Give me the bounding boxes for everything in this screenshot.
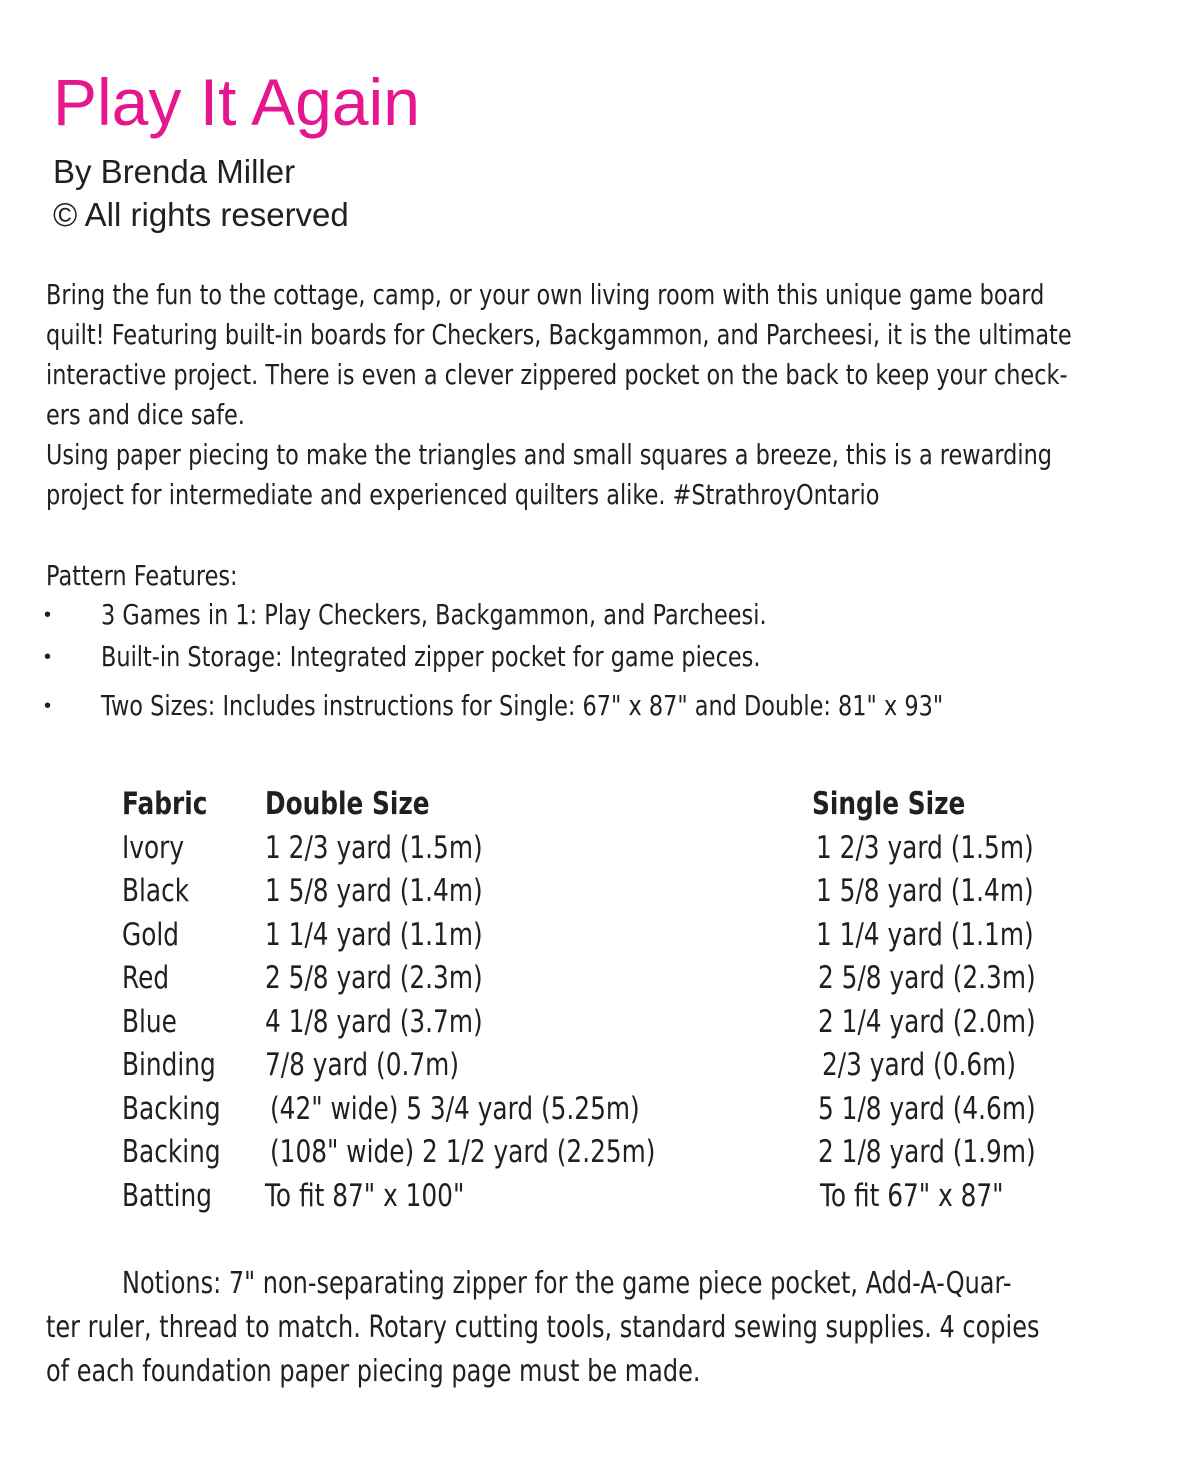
fabric-name: Batting <box>122 1178 213 1214</box>
feature-item: Two Sizes: Includes instructions for Single: 67" x 87" and Double: 81" x 93" <box>101 689 944 722</box>
fabric-name: Backing <box>122 1091 221 1127</box>
intro-line: quilt! Featuring built-in boards for Checkers, Backgammon, and Parcheesi, it is the ultimate <box>46 318 1072 351</box>
notions-line: of each foundation paper piecing page must be made. <box>46 1354 701 1389</box>
single-amount: 1 2/3 yard (1.5m) <box>816 830 1034 866</box>
single-amount: 2/3 yard (0.6m) <box>822 1047 1017 1083</box>
intro-line: project for intermediate and experienced quilters alike. #StrathroyOntario <box>46 478 880 511</box>
fabric-name: Red <box>122 960 170 996</box>
notions-line: ter ruler, thread to match. Rotary cutting tools, standard sewing supplies. 4 copies <box>46 1310 1040 1345</box>
bullet-icon: • <box>44 604 52 626</box>
double-amount: 2 5/8 yard (2.3m) <box>265 960 483 996</box>
fabric-name: Black <box>122 873 190 909</box>
author-line: By Brenda Miller <box>53 153 296 190</box>
single-amount: 2 1/8 yard (1.9m) <box>818 1134 1036 1170</box>
intro-line: ers and dice safe. <box>46 398 245 431</box>
double-amount: 1 5/8 yard (1.4m) <box>265 873 483 909</box>
single-amount: 1 1/4 yard (1.1m) <box>816 917 1034 953</box>
fabric-name: Ivory <box>122 830 185 866</box>
intro-line: interactive project. There is even a clever zippered pocket on the back to keep your check- <box>46 358 1068 391</box>
fabric-column-header: Fabric <box>122 786 208 822</box>
double-amount: 1 1/4 yard (1.1m) <box>265 917 483 953</box>
bullet-icon: • <box>44 646 52 668</box>
fabric-name: Binding <box>122 1047 216 1083</box>
fabric-name: Gold <box>122 917 180 953</box>
double-amount: (108" wide) 2 1/2 yard (2.25m) <box>270 1134 656 1170</box>
double-amount: To fit 87" x 100" <box>265 1178 465 1214</box>
double-size-column-header: Double Size <box>265 786 430 822</box>
double-amount: (42" wide) 5 3/4 yard (5.25m) <box>270 1091 640 1127</box>
double-amount: 7/8 yard (0.7m) <box>265 1047 460 1083</box>
page-title: Play It Again <box>53 65 420 139</box>
fabric-name: Blue <box>122 1004 177 1040</box>
copyright-line: © All rights reserved <box>53 196 349 233</box>
single-amount: 1 5/8 yard (1.4m) <box>816 873 1034 909</box>
single-amount: To fit 67" x 87" <box>820 1178 1004 1214</box>
notions-line: Notions: 7" non-separating zipper for the game piece pocket, Add-A-Quar- <box>122 1266 1012 1301</box>
features-heading: Pattern Features: <box>46 559 238 592</box>
single-amount: 5 1/8 yard (4.6m) <box>818 1091 1036 1127</box>
single-amount: 2 5/8 yard (2.3m) <box>818 960 1036 996</box>
single-amount: 2 1/4 yard (2.0m) <box>818 1004 1036 1040</box>
double-amount: 1 2/3 yard (1.5m) <box>265 830 483 866</box>
intro-line: Using paper piecing to make the triangles and small squares a breeze, this is a rewarding <box>46 438 1053 471</box>
feature-item: 3 Games in 1: Play Checkers, Backgammon, and Parcheesi. <box>101 598 767 631</box>
single-size-column-header: Single Size <box>812 786 966 822</box>
feature-item: Built-in Storage: Integrated zipper pocket for game pieces. <box>101 640 761 673</box>
bullet-icon: • <box>44 695 52 717</box>
double-amount: 4 1/8 yard (3.7m) <box>265 1004 483 1040</box>
fabric-name: Backing <box>122 1134 221 1170</box>
intro-line: Bring the fun to the cottage, camp, or your own living room with this unique game board <box>46 278 1045 311</box>
